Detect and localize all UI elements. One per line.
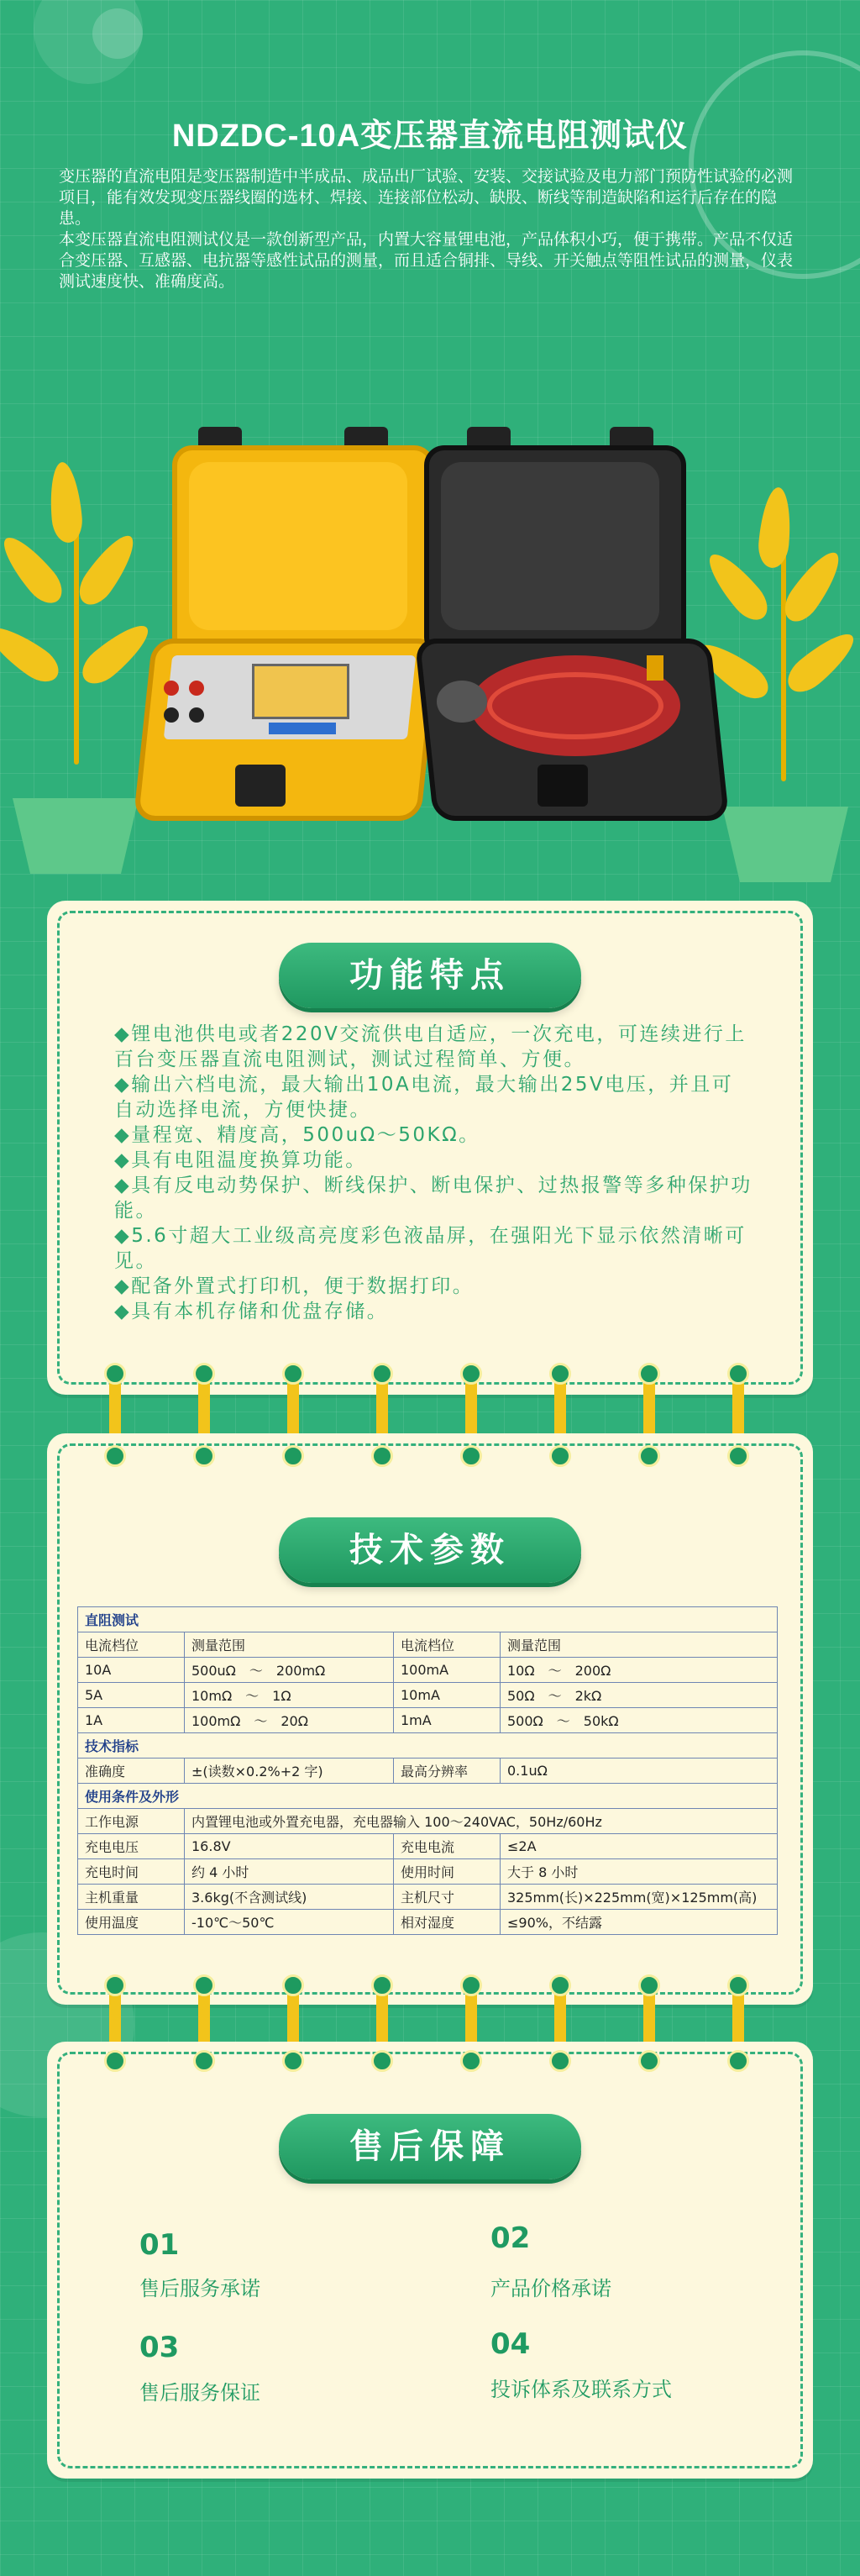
table-row — [78, 1759, 778, 1784]
table-cell: 使用温度 — [78, 1910, 185, 1935]
table-row — [78, 1809, 778, 1834]
table-row — [78, 1910, 778, 1935]
table-cell: ±(读数×0.2%+2 字) — [185, 1759, 394, 1784]
table-cell: ≤90%，不结露 — [501, 1910, 778, 1935]
service-item-label: 产品价格承诺 — [490, 2277, 611, 2300]
table-cell: 大于 8 小时 — [501, 1859, 778, 1885]
table-row — [78, 1834, 778, 1859]
table-row — [78, 1632, 778, 1658]
table-cell: 10A — [78, 1658, 185, 1683]
service-number: 04 — [490, 2327, 531, 2361]
service-number: 02 — [490, 2221, 531, 2255]
table-row — [78, 1885, 778, 1910]
table-cell: 测量范围 — [185, 1632, 394, 1658]
table-cell: 500Ω ～ 50kΩ — [501, 1708, 778, 1733]
feature-item: ◆输出六档电流，最大输出10A电流，最大输出25V电压，并且可自动选择电流，方便快捷。 — [114, 1074, 734, 1121]
table-cell: 10mA — [394, 1683, 501, 1708]
product-image — [0, 403, 860, 874]
table-cell: 准确度 — [78, 1759, 185, 1784]
table-cell: 100mA — [394, 1658, 501, 1683]
feature-item: ◆5.6寸超大工业级高亮度彩色液晶屏，在强阳光下显示依然清晰可见。 — [114, 1225, 747, 1272]
table-cell: 充电电压 — [78, 1834, 185, 1859]
table-cell: 相对湿度 — [394, 1910, 501, 1935]
table-cell: 使用时间 — [394, 1859, 501, 1885]
table-row — [78, 1733, 778, 1759]
header — [0, 0, 860, 353]
table-cell: 0.1uΩ — [501, 1759, 778, 1784]
table-cell: 1A — [78, 1708, 185, 1733]
feature-item: ◆量程宽、精度高，500uΩ～50KΩ。 — [114, 1124, 480, 1146]
table-row — [78, 1658, 778, 1683]
table-cell: 最高分辨率 — [394, 1759, 501, 1784]
service-item-label: 售后服务承诺 — [139, 2277, 260, 2300]
section-header: 使用条件及外形 — [78, 1784, 778, 1809]
table-cell: 充电电流 — [394, 1834, 501, 1859]
feature-item: ◆具有反电动势保护、断线保护、断电保护、过热报警等多种保护功能。 — [114, 1175, 752, 1222]
table-cell: 5A — [78, 1683, 185, 1708]
page-title: NDZDC-10A变压器直流电阻测试仪 — [171, 118, 689, 154]
table-cell: 测量范围 — [501, 1632, 778, 1658]
table-cell: 100mΩ ～ 20Ω — [185, 1708, 394, 1733]
table-row — [78, 1784, 778, 1809]
feature-item: ◆锂电池供电或者220V交流供电自适应，一次充电，可连续进行上百台变压器直流电阻测试，测试过程简单、方便。 — [114, 1023, 747, 1070]
table-cell: 电流档位 — [394, 1632, 501, 1658]
table-row — [78, 1607, 778, 1632]
feature-item: ◆配备外置式打印机，便于数据打印。 — [114, 1275, 475, 1297]
table-cell: 工作电源 — [78, 1809, 185, 1834]
service-item-label: 售后服务保证 — [139, 2381, 260, 2405]
feature-item: ◆具有本机存储和优盘存储。 — [114, 1301, 389, 1322]
service-number: 01 — [139, 2228, 180, 2262]
intro-paragraph: 变压器的直流电阻是变压器制造中半成品、成品出厂试验、安装、交接试验及电力部门预防性试验的必测项目，能有效发现变压器线圈的选材、焊接、连接部位松动、缺股、断线等制造缺陷和运行后存在的隐患。 — [59, 167, 794, 228]
specs-title: 技术参数 — [279, 1517, 581, 1583]
features-list — [114, 1022, 752, 1324]
features-title: 功能特点 — [279, 943, 581, 1008]
spec-table — [77, 1606, 778, 1935]
service-number: 03 — [139, 2331, 180, 2364]
table-cell: 10mΩ ～ 1Ω — [185, 1683, 394, 1708]
table-row — [78, 1708, 778, 1733]
table-cell: 内置锂电池或外置充电器，充电器输入 100～240VAC，50Hz/60Hz — [185, 1809, 778, 1834]
table-cell: 500uΩ ～ 200mΩ — [185, 1658, 394, 1683]
section-header: 技术指标 — [78, 1733, 778, 1759]
table-cell: 充电时间 — [78, 1859, 185, 1885]
table-row — [78, 1859, 778, 1885]
section-header: 直阻测试 — [78, 1607, 778, 1632]
service-item-label: 投诉体系及联系方式 — [490, 2378, 672, 2401]
table-cell: 50Ω ～ 2kΩ — [501, 1683, 778, 1708]
table-cell: 约 4 小时 — [185, 1859, 394, 1885]
table-cell: 325mm(长)×225mm(宽)×125mm(高) — [501, 1885, 778, 1910]
table-cell: 主机重量 — [78, 1885, 185, 1910]
table-cell: 3.6kg(不含测试线) — [185, 1885, 394, 1910]
table-row — [78, 1683, 778, 1708]
table-cell: 主机尺寸 — [394, 1885, 501, 1910]
table-cell: 10Ω ～ 200Ω — [501, 1658, 778, 1683]
table-cell: -10℃～50℃ — [185, 1910, 394, 1935]
intro-text — [59, 166, 806, 292]
service-title: 售后保障 — [279, 2114, 581, 2179]
table-cell: ≤2A — [501, 1834, 778, 1859]
table-cell: 电流档位 — [78, 1632, 185, 1658]
intro-paragraph: 本变压器直流电阻测试仪是一款创新型产品，内置大容量锂电池，产品体积小巧，便于携带。产品不仅适合变压器、互感器、电抗器等感性试品的测量，而且适合铜排、导线、开关触点等阻性试品的测量，仪表测试速度快、准确度高。 — [59, 230, 794, 291]
table-cell: 1mA — [394, 1708, 501, 1733]
feature-item: ◆具有电阻温度换算功能。 — [114, 1149, 367, 1171]
table-cell: 16.8V — [185, 1834, 394, 1859]
